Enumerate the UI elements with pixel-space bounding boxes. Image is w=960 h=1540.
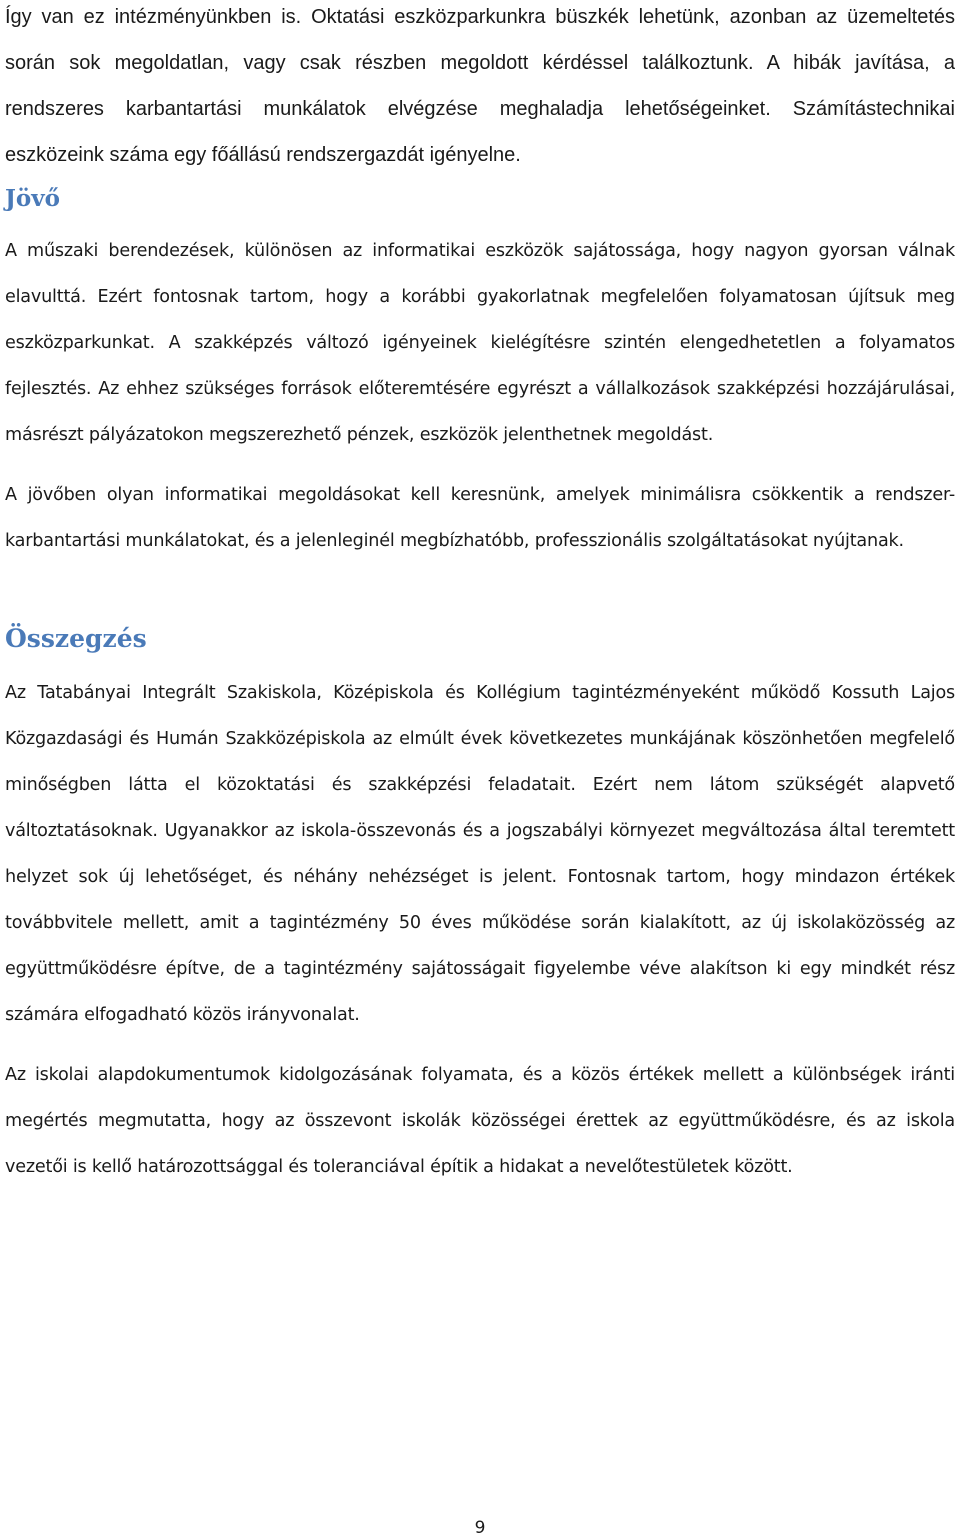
paragraph-summary-2: Az iskolai alapdokumentumok kidolgozásának folyamata, és a közös értékek mellett a különbségek iránti megértés megmutatta, hogy az összevont iskolák közösségei érettek az együttműködésre, és az iskola vezetői is kellő határozottsággal és toleranciával építik a hidakat a nevelőtestületek között. [5,1065,955,1177]
document-page [5,0,955,1190]
paragraph-future-1: A műszaki berendezések, különösen az informatikai eszközök sajátossága, hogy nagyon gyorsan válnak elavulttá. Ezért fontosnak tartom, hogy a korábbi gyakorlatnak megfelelően folyamatosan újítsuk meg eszközparkunkat. A szakképzés változó igényeinek kielégítésre szintén elengedhetetlen a folyamatos fejlesztés. Az ehhez szükséges források előteremtésére egyrészt a vállalkozások szakképzési hozzájárulásai, másrészt pályázatokon megszerezhető pénzek, eszközök jelenthetnek megoldást. [5,241,955,445]
page-number: 9 [474,1518,486,1538]
heading-future: Jövő [5,185,60,212]
paragraph-summary-1: Az Tatabányai Integrált Szakiskola, Középiskola és Kollégium tagintézményeként működő Kossuth Lajos Közgazdasági és Humán Szakközépiskola az elmúlt évek következetes munkájának köszönhetően megfelelő minőségben látta el közoktatási és szakképzési feladatait. Ezért nem látom szükségét alapvető változtatásoknak. Ugyanakkor az iskola-összevonás és a jogszabályi környezet megváltozása által teremtett helyzet sok új lehetőséget, és néhány nehézséget is jelent. Fontosnak tartom, hogy mindazon értékek továbbvitele mellett, amit a tagintézmény 50 éves működése során kialakított, az új iskolaközösség az együttműködésre építve, de a tagintézmény sajátosságait figyelembe véve alakítson ki egy mindkét rész számára elfogadható közös irányvonalat. [5,683,955,1025]
heading-summary: Összegzés [5,624,147,653]
paragraph-intro: Így van ez intézményünkben is. Oktatási eszközparkunkra büszkék lehetünk, azonban az üzemeltetés során sok megoldatlan, vagy csak részben megoldott kérdéssel találkoztunk. A hibák javítása, a rendszeres karbantartási munkálatok elvégzése meghaladja lehetőségeinket. Számítástechnikai eszközeink száma egy főállású rendszergazdát igényelne. [5,6,955,166]
paragraph-future-2: A jövőben olyan informatikai megoldásokat kell keresnünk, amelyek minimálisra csökkentik a rendszer-karbantartási munkálatokat, és a jelenleginél megbízhatóbb, professzionális szolgáltatásokat nyújtanak. [5,485,955,551]
